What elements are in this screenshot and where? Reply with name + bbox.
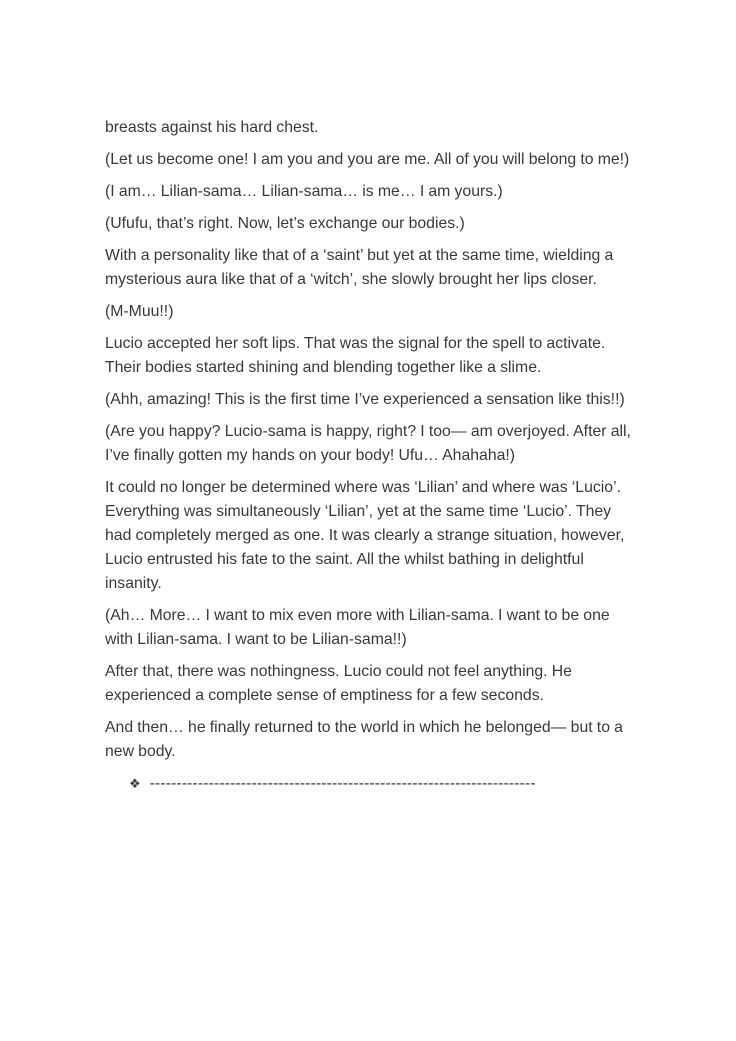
paragraph: (I am… Lilian-sama… Lilian-sama… is me… I am yours.)	[105, 183, 503, 200]
paragraph: (Ah… More… I want to mix even more with Lilian-sama. I want to be one with Lilian-sama. I want to be Lilian-sama!!)	[105, 607, 610, 648]
divider-dashes: ------------------------------------------------------------------------	[149, 775, 536, 792]
paragraph: (Are you happy? Lucio-sama is happy, right? I too— am overjoyed. After all, I’ve finally gotten my hands on your body! Ufu… Ahahaha!)	[105, 423, 631, 464]
paragraph: (M-Muu!!)	[105, 303, 174, 320]
paragraph: (Let us become one! I am you and you are me. All of you will belong to me!)	[105, 151, 630, 168]
paragraph: (Ufufu, that’s right. Now, let’s exchange our bodies.)	[105, 215, 465, 232]
paragraph: Lucio accepted her soft lips. That was the signal for the spell to activate. Their bodies started shining and blending together like a slime.	[105, 335, 606, 376]
paragraph: After that, there was nothingness. Lucio could not feel anything. He experienced a complete sense of emptiness for a few seconds.	[105, 663, 572, 704]
paragraph: And then… he finally returned to the world in which he belonged— but to a new body.	[105, 719, 623, 760]
paragraph: breasts against his hard chest.	[105, 119, 319, 136]
paragraph: With a personality like that of a ‘saint’ but yet at the same time, wielding a mysterious aura like that of a ‘witch’, she slowly brought her lips closer.	[105, 247, 614, 288]
section-divider	[105, 772, 633, 796]
paragraph: It could no longer be determined where was ‘Lilian’ and where was ‘Lucio’. Everything was simultaneously ‘Lilian’, yet at the same time ‘Lucio’. They had completely merged as one. It was clearly a strange situation, however, Lucio entrusted his fate to the saint. All the whilst bathing in delightful insanity.	[105, 479, 625, 592]
paragraph: (Ahh, amazing! This is the first time I’ve experienced a sensation like this!!)	[105, 391, 625, 408]
diamond-bullet-icon: ❖	[129, 776, 141, 791]
